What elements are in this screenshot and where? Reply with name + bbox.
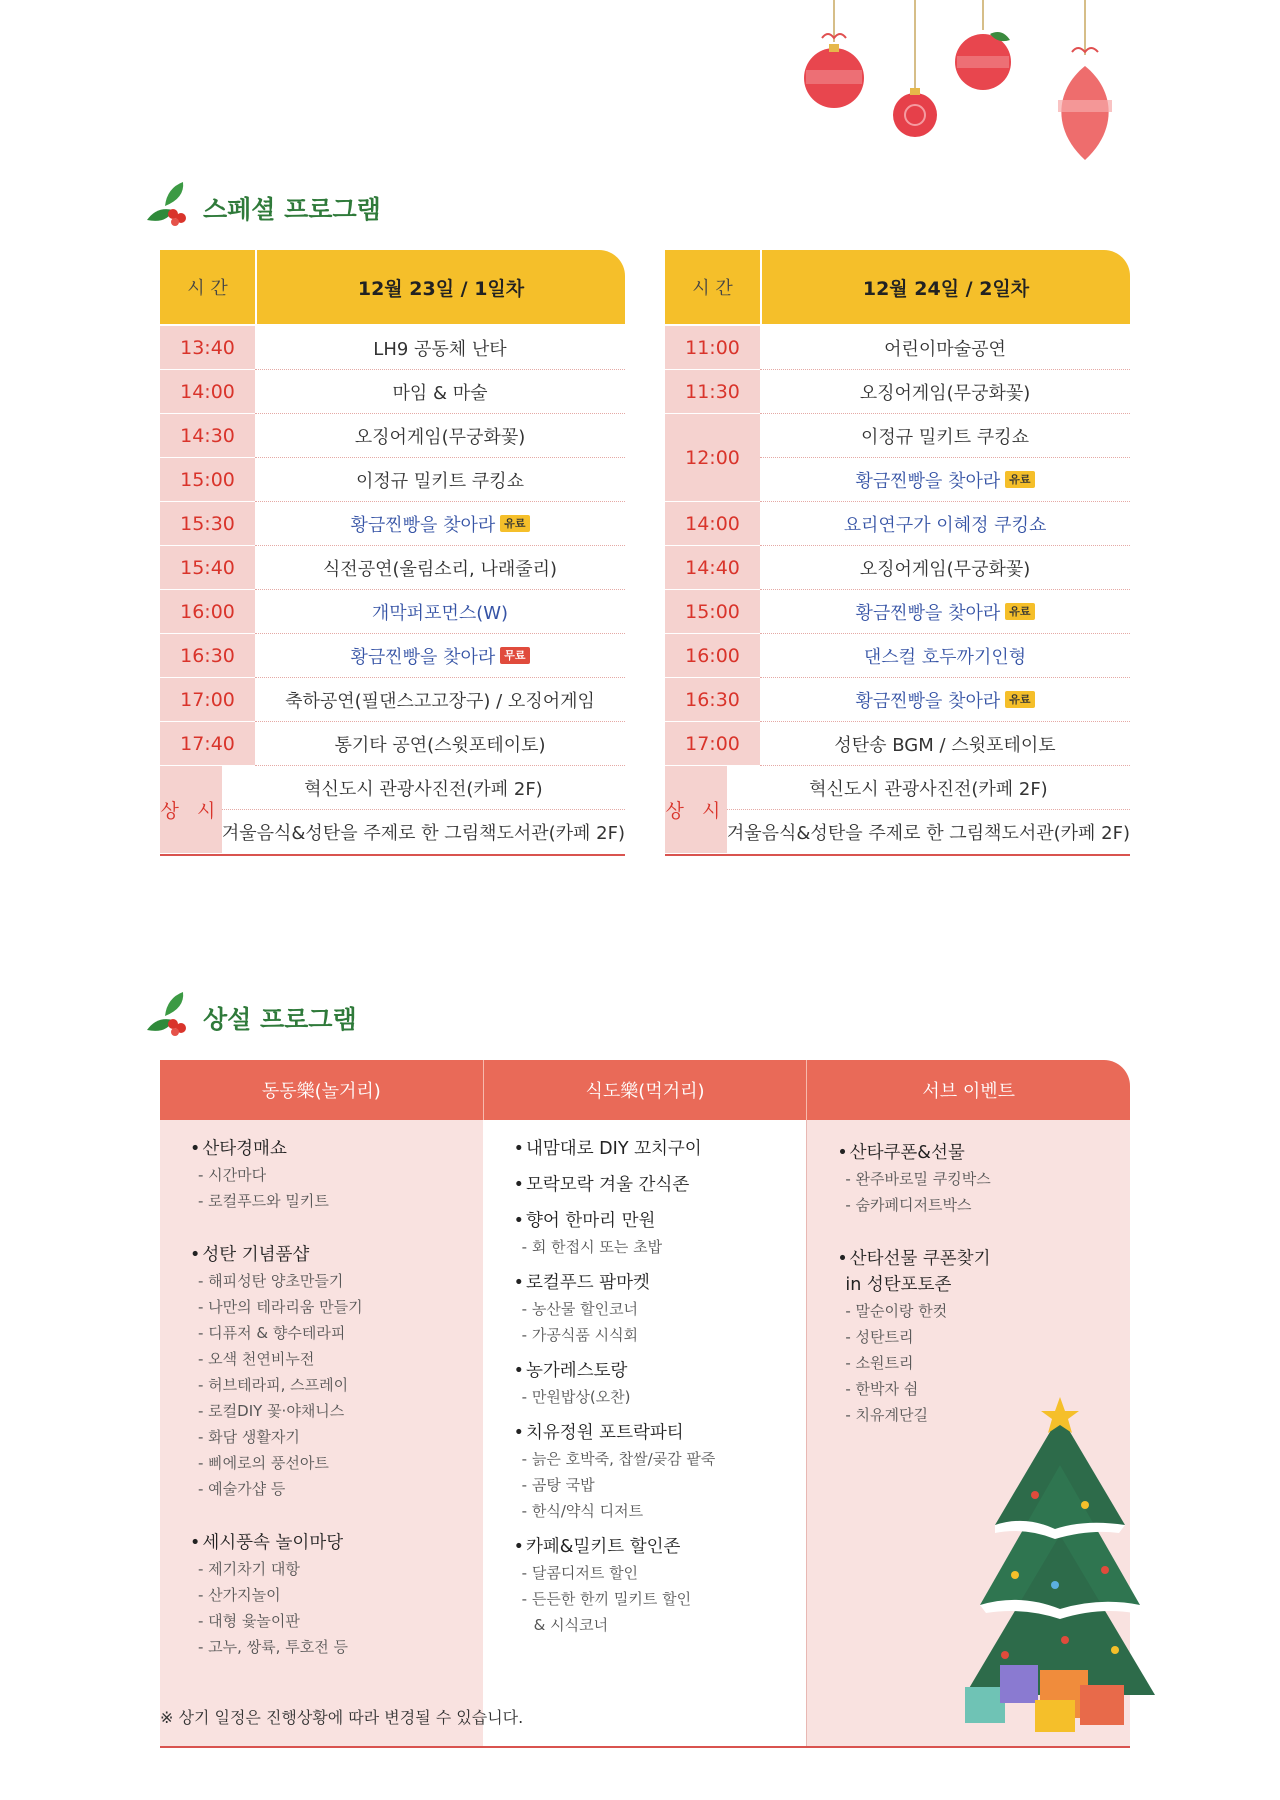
column-play: [160, 1120, 484, 1746]
event-label: 오징어게임(무궁화꽃): [354, 426, 526, 448]
event-cell: [255, 502, 625, 546]
program-title: [514, 1172, 807, 1198]
event-label: 황금찐빵을 찾아라: [855, 602, 1001, 624]
event-list: [255, 722, 625, 766]
program-item: - 해피성탄 양초만들기: [198, 1272, 344, 1290]
event-label: 혁신도시 관광사진전(카페 2F): [809, 778, 1048, 800]
event-cell: [255, 458, 625, 502]
schedule-row: [160, 414, 625, 458]
time-cell: 13:40: [160, 326, 255, 370]
event-cell: [255, 634, 625, 678]
time-cell: 16:00: [160, 590, 255, 634]
event-cell: [760, 370, 1130, 414]
event-label: 축하공연(필댄스고고장구) / 오징어게임: [285, 690, 595, 712]
program-title-text: 모락모락 겨울 간식존: [526, 1175, 690, 1195]
schedule-row: [160, 678, 625, 722]
section-title: 상설 프로그램: [203, 1005, 357, 1034]
program-item: - 삐에로의 풍선아트: [198, 1454, 329, 1472]
program-group: [514, 1420, 807, 1524]
program-item: - 고누, 쌍륙, 투호전 등: [198, 1638, 348, 1656]
program-title-text: 산타선물 쿠폰찾기: [849, 1249, 991, 1269]
paid-badge: 유료: [1005, 603, 1034, 620]
schedule-row: [665, 590, 1130, 634]
event-label: 오징어게임(무궁화꽃): [859, 558, 1031, 580]
schedule-row: [160, 634, 625, 678]
program-title: [514, 1208, 807, 1234]
schedule-notice: ※ 상기 일정은 진행상황에 따라 변경될 수 있습니다.: [160, 1708, 524, 1727]
event-cell: [760, 326, 1130, 370]
schedule-row: [665, 326, 1130, 370]
event-cell: [255, 546, 625, 590]
program-item: - 허브테라피, 스프레이: [198, 1376, 349, 1394]
event-list: [760, 590, 1130, 634]
event-list: [760, 546, 1130, 590]
program-item: - 나만의 테라리움 만들기: [198, 1298, 363, 1316]
bullet-icon: •: [513, 1175, 524, 1195]
event-label: 댄스컬 호두까기인형: [863, 646, 1027, 668]
column-food: [484, 1120, 808, 1746]
program-item: - 치유계단길: [845, 1406, 928, 1424]
christmas-tree-icon: [955, 1395, 1165, 1735]
bullet-icon: •: [190, 1533, 201, 1553]
event-label: 식전공연(울림소리, 나래줄리): [322, 558, 558, 580]
schedule-day1: [160, 250, 625, 856]
program-item: - 농산물 할인코너: [521, 1300, 639, 1318]
schedule-body: [665, 326, 1130, 854]
time-cell: 17:40: [160, 722, 255, 766]
program-title: [514, 1136, 807, 1162]
event-label: 어린이마술공연: [884, 338, 1006, 360]
event-label: LH9 공동체 난타: [373, 338, 507, 360]
event-list: [222, 766, 625, 854]
program-item: - 한박자 쉼: [845, 1380, 919, 1398]
event-list: [760, 678, 1130, 722]
program-item: - 산가지놀이: [198, 1586, 281, 1604]
event-list: [255, 458, 625, 502]
event-list: [255, 370, 625, 414]
event-cell: [760, 678, 1130, 722]
schedule-row: [665, 678, 1130, 722]
program-item: - 가공식품 시식회: [521, 1326, 639, 1344]
bullet-icon: •: [190, 1139, 201, 1159]
schedule-row: [160, 766, 625, 854]
event-cell: [760, 590, 1130, 634]
paid-badge: 유료: [500, 515, 529, 532]
program-title-text: 카페&밀키트 할인존: [526, 1537, 681, 1557]
time-cell: 14:30: [160, 414, 255, 458]
bullet-icon: •: [513, 1537, 524, 1557]
event-cell: [255, 678, 625, 722]
program-title: [514, 1270, 807, 1296]
time-cell: 14:00: [160, 370, 255, 414]
time-cell: 14:00: [665, 502, 760, 546]
event-cell: [255, 590, 625, 634]
program-group: [514, 1136, 807, 1162]
program-title-text: 산타쿠폰&선물: [849, 1143, 965, 1163]
event-label: 황금찐빵을 찾아라: [350, 646, 496, 668]
program-item: - 한식/약식 디저트: [521, 1502, 644, 1520]
program-item: - 말순이랑 한컷: [845, 1302, 948, 1320]
event-cell: [760, 458, 1130, 502]
event-label: 개막퍼포먼스(W): [371, 602, 509, 624]
program-item: - 오색 천연비누전: [198, 1350, 315, 1368]
event-cell: [222, 810, 625, 854]
program-item: - 곰탕 국밥: [521, 1476, 595, 1494]
program-group: [837, 1140, 1130, 1218]
header-play: 동동樂(놀거리): [160, 1060, 484, 1120]
program-item: - 든든한 한끼 밀키트 할인: [521, 1590, 692, 1608]
event-list: [760, 634, 1130, 678]
bullet-icon: •: [513, 1139, 524, 1159]
event-cell: [760, 634, 1130, 678]
program-item: - 예술가샵 등: [198, 1480, 286, 1498]
header-sub-event: 서브 이벤트: [922, 1081, 1016, 1102]
program-item: - 만원밥상(오찬): [521, 1388, 631, 1406]
header-food: 식도樂(먹거리): [484, 1060, 808, 1120]
bullet-icon: •: [190, 1245, 201, 1265]
schedule-row: [665, 414, 1130, 502]
program-item: - 대형 윷놀이판: [198, 1612, 300, 1630]
program-title: [190, 1242, 483, 1268]
program-title-text: 치유정원 포트락파티: [526, 1423, 684, 1443]
program-title-text: 농가레스토랑: [526, 1361, 628, 1381]
paid-badge: 유료: [1005, 471, 1034, 488]
bullet-icon: •: [513, 1361, 524, 1381]
bullet-icon: •: [513, 1273, 524, 1293]
program-item: - 달콤디저트 할인: [521, 1564, 639, 1582]
time-cell: 15:00: [665, 590, 760, 634]
bullet-icon: •: [837, 1249, 848, 1269]
time-header: 시 간: [160, 250, 255, 324]
time-cell: 15:30: [160, 502, 255, 546]
program-title: [190, 1136, 483, 1162]
bullet-icon: •: [837, 1143, 848, 1163]
event-cell: [255, 414, 625, 458]
paid-badge: 유료: [1005, 691, 1034, 708]
schedule-row: [160, 458, 625, 502]
program-item: - 성탄트리: [845, 1328, 914, 1346]
program-item: - 로컬푸드와 밀키트: [198, 1192, 329, 1210]
program-item: - 소원트리: [845, 1354, 914, 1372]
time-header: 시 간: [665, 250, 760, 324]
schedule-day2: [665, 250, 1130, 856]
page-title: 스페셜 프로그램: [203, 195, 381, 224]
event-cell: [727, 810, 1130, 854]
program-group: [514, 1270, 807, 1348]
event-label: 요리연구가 이혜정 쿠킹쇼: [843, 514, 1047, 536]
schedule-row: [160, 546, 625, 590]
program-title: [514, 1534, 807, 1560]
event-cell: [222, 766, 625, 810]
program-group: [514, 1208, 807, 1260]
time-cell: 16:30: [665, 678, 760, 722]
program-title-text: 내맘대로 DIY 꼬치구이: [526, 1139, 702, 1159]
program-item: - 시간마다: [198, 1166, 267, 1184]
day-header: 12월 23일 / 1일차: [257, 250, 625, 324]
resident-program-heading: [143, 990, 357, 1046]
time-cell: 상 시: [160, 766, 222, 854]
time-cell: 11:00: [665, 326, 760, 370]
time-cell: 17:00: [665, 722, 760, 766]
event-list: [255, 590, 625, 634]
program-title-text: 향어 한마리 만원: [526, 1211, 656, 1231]
event-label: 오징어게임(무궁화꽃): [859, 382, 1031, 404]
special-program-heading: [143, 180, 381, 236]
schedule-body: [160, 326, 625, 854]
schedule-row: [160, 502, 625, 546]
time-cell: 15:40: [160, 546, 255, 590]
event-label: 혁신도시 관광사진전(카페 2F): [304, 778, 543, 800]
program-group: [514, 1172, 807, 1198]
event-cell: [727, 766, 1130, 810]
holly-icon: [143, 990, 199, 1046]
event-label: 마임 & 마술: [392, 382, 488, 404]
event-cell: [760, 502, 1130, 546]
schedule-row: [160, 722, 625, 766]
schedule-row: [665, 766, 1130, 854]
resident-header-row: [160, 1060, 1130, 1120]
program-group: [190, 1136, 483, 1214]
event-label: 이정규 밀키트 쿠킹쇼: [861, 426, 1029, 448]
program-title: [514, 1420, 807, 1446]
event-list: [255, 678, 625, 722]
event-label: 통기타 공연(스윗포테이토): [334, 734, 546, 756]
bullet-icon: •: [513, 1423, 524, 1443]
time-cell: 16:00: [665, 634, 760, 678]
event-label: 황금찐빵을 찾아라: [855, 470, 1001, 492]
bullet-icon: •: [513, 1211, 524, 1231]
time-cell: 16:30: [160, 634, 255, 678]
event-label: 성탄송 BGM / 스윗포테이토: [834, 734, 1056, 756]
program-item: - 숨카페디저트박스: [845, 1196, 972, 1214]
program-title: [190, 1530, 483, 1556]
program-item: & 시식코너: [533, 1616, 609, 1634]
time-cell: 15:00: [160, 458, 255, 502]
event-list: [255, 326, 625, 370]
schedule-row: [665, 722, 1130, 766]
program-title: [514, 1358, 807, 1384]
event-label: 황금찐빵을 찾아라: [350, 514, 496, 536]
schedule-row: [665, 546, 1130, 590]
event-list: [760, 722, 1130, 766]
time-cell: 17:00: [160, 678, 255, 722]
time-cell: 11:30: [665, 370, 760, 414]
day-header: 12월 24일 / 2일차: [762, 250, 1130, 324]
event-label: 이정규 밀키트 쿠킹쇼: [356, 470, 524, 492]
event-cell: [760, 414, 1130, 458]
program-group: [514, 1534, 807, 1638]
program-item: - 늙은 호박죽, 찹쌀/곶감 팥죽: [521, 1450, 716, 1468]
program-group: [514, 1358, 807, 1410]
event-list: [760, 326, 1130, 370]
program-item: - 완주바로밀 쿠킹박스: [845, 1170, 991, 1188]
event-cell: [760, 722, 1130, 766]
program-title-text: 로컬푸드 팜마켓: [526, 1273, 650, 1293]
event-list: [255, 634, 625, 678]
event-label: 황금찐빵을 찾아라: [855, 690, 1001, 712]
schedule-row: [160, 590, 625, 634]
program-title-line2: in 성탄포토존: [845, 1275, 952, 1295]
time-cell: 12:00: [665, 414, 760, 502]
schedule-row: [160, 326, 625, 370]
program-title-text: 산타경매쇼: [202, 1139, 287, 1159]
schedule-row: [160, 370, 625, 414]
event-list: [255, 546, 625, 590]
program-item: - 화담 생활자기: [198, 1428, 300, 1446]
program-title: [837, 1246, 1130, 1272]
program-title: [837, 1140, 1130, 1166]
time-cell: 14:40: [665, 546, 760, 590]
program-item: - 회 한접시 또는 초밥: [521, 1238, 663, 1256]
event-cell: [255, 370, 625, 414]
event-label: 겨울음식&성탄을 주제로 한 그림책도서관(카페 2F): [221, 823, 625, 844]
schedule-row: [665, 502, 1130, 546]
program-group: [190, 1242, 483, 1502]
event-list: [760, 414, 1130, 502]
free-badge: 무료: [500, 647, 529, 664]
schedule-row: [665, 370, 1130, 414]
event-list: [760, 502, 1130, 546]
program-title-text: 성탄 기념품샵: [202, 1245, 310, 1265]
program-title-text: 세시풍속 놀이마당: [202, 1533, 344, 1553]
event-list: [255, 414, 625, 458]
holly-icon: [143, 180, 199, 236]
event-cell: [760, 546, 1130, 590]
program-item: - 제기차기 대항: [198, 1560, 300, 1578]
event-cell: [255, 722, 625, 766]
time-cell: 상 시: [665, 766, 727, 854]
program-item: - 로컬DIY 꽃·야채니스: [198, 1402, 345, 1420]
event-list: [255, 502, 625, 546]
christmas-ornaments: [0, 0, 1280, 170]
event-list: [727, 766, 1130, 854]
event-cell: [255, 326, 625, 370]
event-label: 겨울음식&성탄을 주제로 한 그림책도서관(카페 2F): [726, 823, 1130, 844]
schedule-row: [665, 634, 1130, 678]
event-list: [760, 370, 1130, 414]
program-group: [190, 1530, 483, 1660]
program-item: - 디퓨저 & 향수테라피: [198, 1324, 346, 1342]
